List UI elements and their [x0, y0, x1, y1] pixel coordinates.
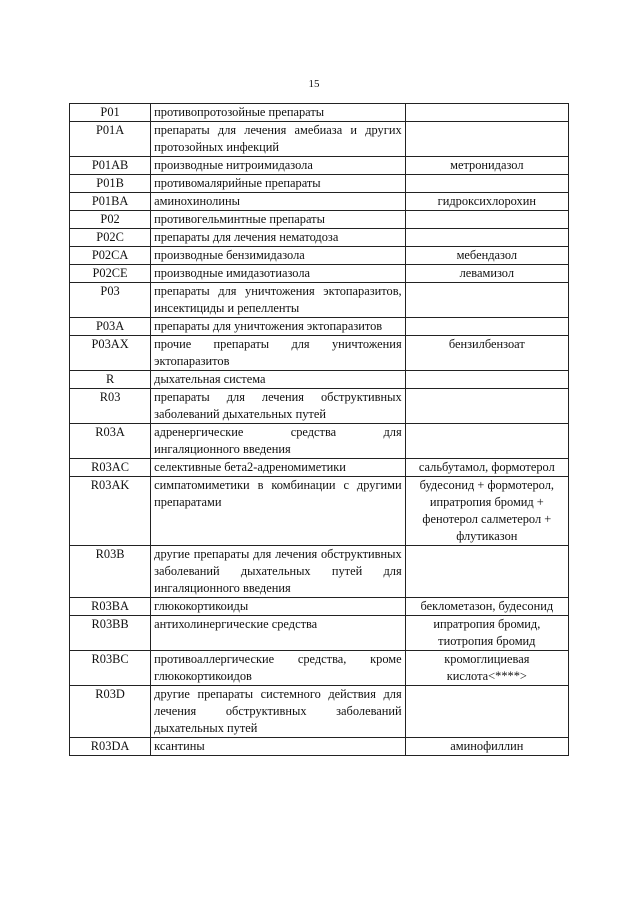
description-cell: противопротозойные препараты — [151, 104, 406, 122]
atc-code-cell: R — [70, 371, 151, 389]
table-row — [70, 193, 569, 211]
table-row — [70, 598, 569, 616]
table-row — [70, 157, 569, 175]
atc-code-cell: P01BA — [70, 193, 151, 211]
atc-code-cell: R03BA — [70, 598, 151, 616]
drug-name-cell: гидроксихлорохин — [405, 193, 568, 211]
table-row — [70, 283, 569, 318]
drug-name-cell: бензилбензоат — [405, 336, 568, 371]
table-row — [70, 686, 569, 738]
atc-code-cell: R03B — [70, 546, 151, 598]
table-row — [70, 247, 569, 265]
drug-name-cell — [405, 371, 568, 389]
table-row — [70, 175, 569, 193]
drug-name-cell: кромоглициевая кислота<****> — [405, 651, 568, 686]
description-cell: глюкокортикоиды — [151, 598, 406, 616]
description-cell: селективные бета2-адреномиметики — [151, 459, 406, 477]
drug-name-cell — [405, 229, 568, 247]
atc-code-cell: P01B — [70, 175, 151, 193]
atc-code-cell: P01A — [70, 122, 151, 157]
description-cell: другие препараты для лечения обструктивных заболеваний дыхательных путей для ингаляционного введения — [151, 546, 406, 598]
table-row — [70, 459, 569, 477]
drug-name-cell — [405, 122, 568, 157]
description-cell: противогельминтные препараты — [151, 211, 406, 229]
description-cell: производные имидазотиазола — [151, 265, 406, 283]
description-cell: препараты для лечения обструктивных заболеваний дыхательных путей — [151, 389, 406, 424]
table-row — [70, 371, 569, 389]
drug-name-cell — [405, 546, 568, 598]
drug-name-cell — [405, 104, 568, 122]
table-row — [70, 477, 569, 546]
drug-name-cell — [405, 211, 568, 229]
drug-name-cell: левамизол — [405, 265, 568, 283]
atc-code-cell: P02 — [70, 211, 151, 229]
drug-name-cell — [405, 318, 568, 336]
atc-code-cell: R03A — [70, 424, 151, 459]
atc-code-cell: P01AB — [70, 157, 151, 175]
drug-name-cell: сальбутамол, формотерол — [405, 459, 568, 477]
drug-name-cell — [405, 389, 568, 424]
table-row — [70, 265, 569, 283]
table-body — [70, 104, 569, 756]
table-row — [70, 318, 569, 336]
table-row — [70, 546, 569, 598]
drug-name-cell — [405, 424, 568, 459]
description-cell: противоаллергические средства, кроме глюкокортикоидов — [151, 651, 406, 686]
atc-code-cell: R03DA — [70, 738, 151, 756]
description-cell: дыхательная система — [151, 371, 406, 389]
drug-name-cell: будесонид + формотерол, ипратропия бромид + фенотерол салметерол + флутиказон — [405, 477, 568, 546]
description-cell: препараты для уничтожения эктопаразитов, инсектициды и репелленты — [151, 283, 406, 318]
atc-code-cell: P02C — [70, 229, 151, 247]
drug-name-cell — [405, 175, 568, 193]
atc-code-cell: P02CA — [70, 247, 151, 265]
drug-name-cell — [405, 283, 568, 318]
drug-name-cell: мебендазол — [405, 247, 568, 265]
description-cell: препараты для лечения амебиаза и других протозойных инфекций — [151, 122, 406, 157]
table-row — [70, 211, 569, 229]
drug-name-cell — [405, 686, 568, 738]
table-row — [70, 616, 569, 651]
description-cell: противомалярийные препараты — [151, 175, 406, 193]
table-row — [70, 122, 569, 157]
description-cell: прочие препараты для уничтожения эктопаразитов — [151, 336, 406, 371]
atc-code-cell: R03D — [70, 686, 151, 738]
description-cell: другие препараты системного действия для лечения обструктивных заболеваний дыхательных путей — [151, 686, 406, 738]
description-cell: адренергические средства для ингаляционного введения — [151, 424, 406, 459]
atc-code-cell: P03A — [70, 318, 151, 336]
description-cell: препараты для уничтожения эктопаразитов — [151, 318, 406, 336]
atc-code-cell: P02CE — [70, 265, 151, 283]
atc-code-cell: R03 — [70, 389, 151, 424]
atc-code-cell: P03 — [70, 283, 151, 318]
drug-name-cell: метронидазол — [405, 157, 568, 175]
table-row — [70, 738, 569, 756]
table-row — [70, 424, 569, 459]
description-cell: ксантины — [151, 738, 406, 756]
atc-drug-table — [69, 103, 569, 756]
page-number: 15 — [308, 78, 320, 90]
description-cell: антихолинергические средства — [151, 616, 406, 651]
atc-code-cell: R03BB — [70, 616, 151, 651]
description-cell: аминохинолины — [151, 193, 406, 211]
table-row — [70, 389, 569, 424]
table-row — [70, 651, 569, 686]
table-row — [70, 336, 569, 371]
description-cell: производные нитроимидазола — [151, 157, 406, 175]
table-row — [70, 104, 569, 122]
atc-code-cell: R03AC — [70, 459, 151, 477]
description-cell: препараты для лечения нематодоза — [151, 229, 406, 247]
drug-name-cell: аминофиллин — [405, 738, 568, 756]
description-cell: симпатомиметики в комбинации с другими препаратами — [151, 477, 406, 546]
atc-code-cell: P01 — [70, 104, 151, 122]
table-row — [70, 229, 569, 247]
drug-name-cell: беклометазон, будесонид — [405, 598, 568, 616]
atc-code-cell: R03BC — [70, 651, 151, 686]
atc-code-cell: P03AX — [70, 336, 151, 371]
description-cell: производные бензимидазола — [151, 247, 406, 265]
drug-name-cell: ипратропия бромид, тиотропия бромид — [405, 616, 568, 651]
atc-code-cell: R03AK — [70, 477, 151, 546]
